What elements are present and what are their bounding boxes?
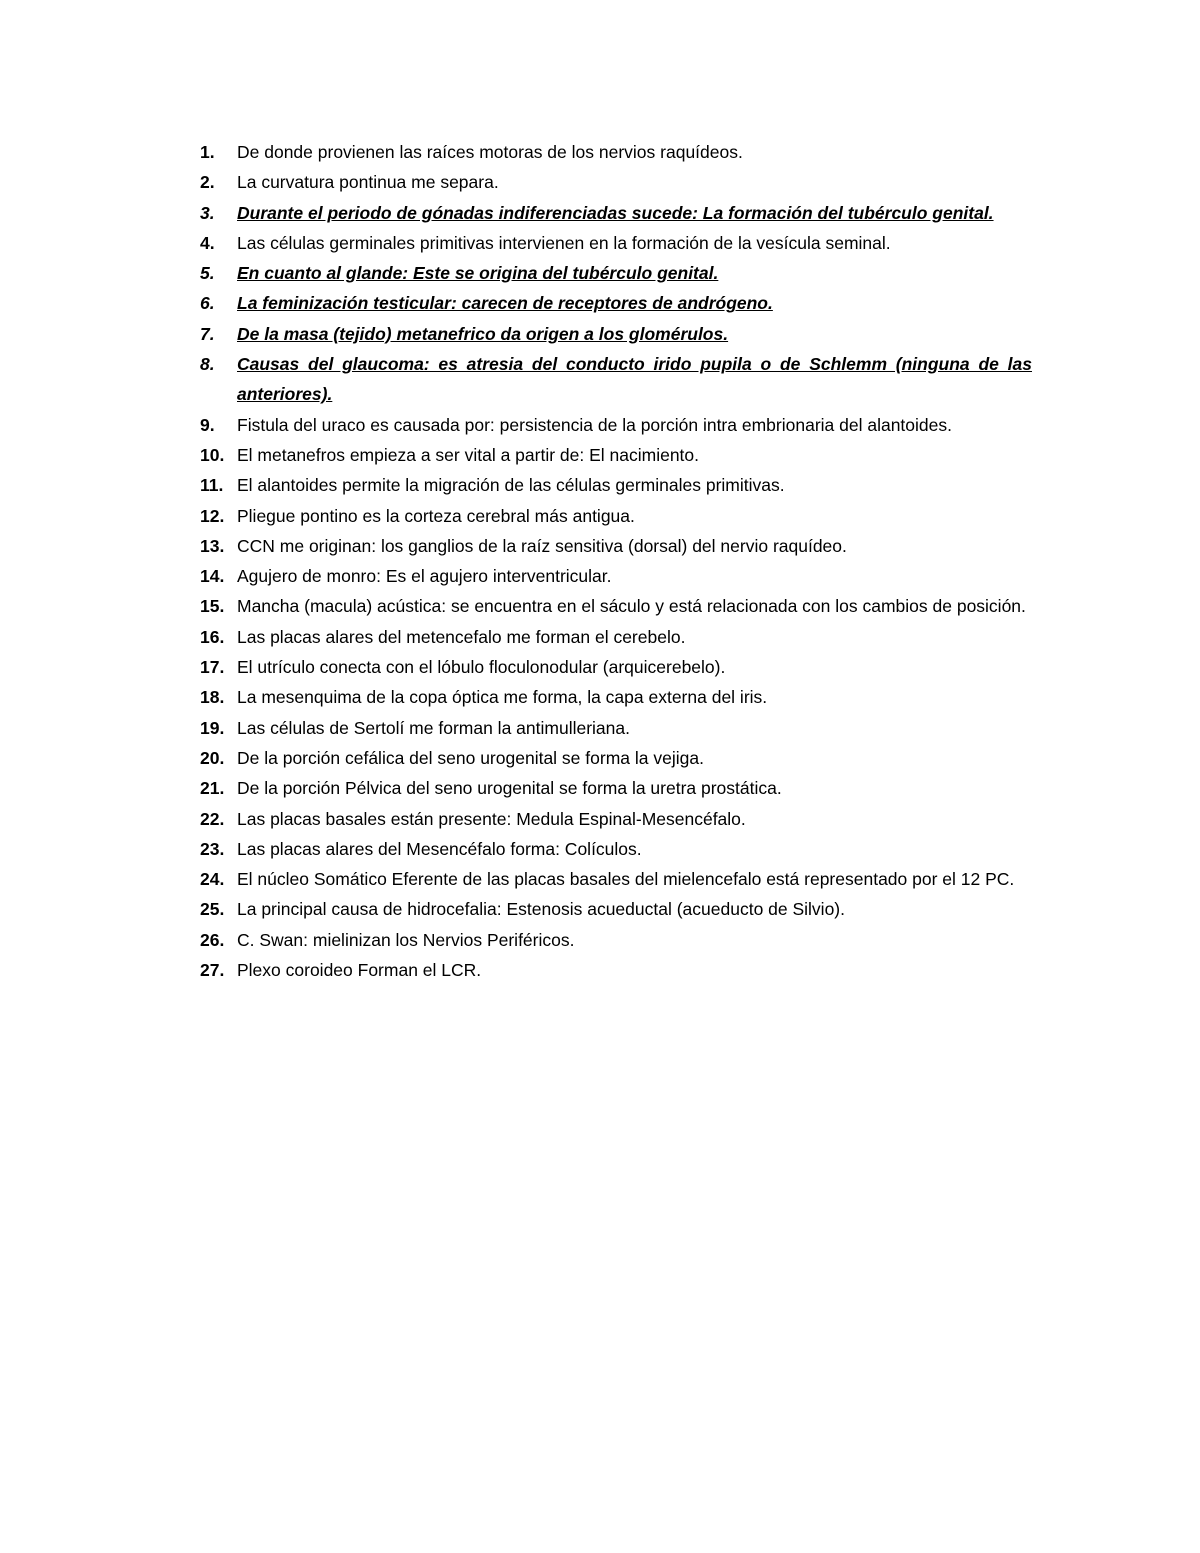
list-item-text: La principal causa de hidrocefalia: Estenosis acueductal (acueducto de Silvio). xyxy=(237,899,845,920)
list-item-number: 8. xyxy=(200,354,215,375)
list-item-number: 26. xyxy=(200,929,225,950)
list-item xyxy=(200,470,1032,500)
list-item-text: Agujero de monro: Es el agujero interventricular. xyxy=(237,566,612,587)
list-item xyxy=(200,591,1032,621)
list-item-text: Las placas alares del Mesencéfalo forma: Colículos. xyxy=(237,838,642,859)
list-item xyxy=(200,561,1032,591)
list-item-text: El alantoides permite la migración de las células germinales primitivas. xyxy=(237,475,785,496)
list-item xyxy=(200,349,1032,410)
list-item xyxy=(200,773,1032,803)
list-item xyxy=(200,228,1032,258)
list-item-number: 5. xyxy=(200,263,215,284)
list-item xyxy=(200,501,1032,531)
list-item-text: La curvatura pontinua me separa. xyxy=(237,172,499,193)
list-item-text: El utrículo conecta con el lóbulo floculonodular (arquicerebelo). xyxy=(237,657,726,678)
list-item-text: La mesenquima de la copa óptica me forma, la capa externa del iris. xyxy=(237,687,768,708)
list-item-text: De la porción Pélvica del seno urogenital se forma la uretra prostática. xyxy=(237,778,782,799)
list-item xyxy=(200,440,1032,470)
list-item-text: Causas del glaucoma: es atresia del conducto irido pupila o de Schlemm (ninguna de las anteriores). xyxy=(237,354,1032,405)
list-item-text: La feminización testicular: carecen de receptores de andrógeno. xyxy=(237,293,773,314)
list-item-text: De la masa (tejido) metanefrico da origen a los glomérulos. xyxy=(237,323,729,344)
list-item xyxy=(200,743,1032,773)
list-item-number: 15. xyxy=(200,596,225,617)
list-item xyxy=(200,410,1032,440)
list-item-number: 19. xyxy=(200,717,225,738)
list-item xyxy=(200,198,1032,228)
list-item xyxy=(200,652,1032,682)
list-item-number: 17. xyxy=(200,657,225,678)
list-item-number: 13. xyxy=(200,535,225,556)
list-item-number: 23. xyxy=(200,838,225,859)
list-item xyxy=(200,258,1032,288)
list-item-text: Mancha (macula) acústica: se encuentra en el sáculo y está relacionada con los cambios de posición. xyxy=(237,596,1026,617)
list-item-number: 16. xyxy=(200,626,225,647)
list-item xyxy=(200,319,1032,349)
list-item-text: Plexo coroideo Forman el LCR. xyxy=(237,960,482,981)
list-item-number: 7. xyxy=(200,323,215,344)
list-item-number: 25. xyxy=(200,899,225,920)
list-item-text: Durante el periodo de gónadas indiferenciadas sucede: La formación del tubérculo genital. xyxy=(237,202,994,223)
list-item-number: 9. xyxy=(200,414,215,435)
list-item-number: 1. xyxy=(200,142,215,162)
list-item-text: Las células de Sertolí me forman la antimulleriana. xyxy=(237,717,630,738)
list-item-number: 27. xyxy=(200,960,225,981)
numbered-list xyxy=(200,137,1032,985)
list-item-number: 10. xyxy=(200,444,225,465)
list-item xyxy=(200,531,1032,561)
list-item-text: C. Swan: mielinizan los Nervios Periféricos. xyxy=(237,929,575,950)
list-item xyxy=(200,834,1032,864)
list-item-text: CCN me originan: los ganglios de la raíz sensitiva (dorsal) del nervio raquídeo. xyxy=(237,535,847,556)
list-item-text: Las células germinales primitivas intervienen en la formación de la vesícula seminal. xyxy=(237,232,891,253)
list-item-number: 18. xyxy=(200,687,225,708)
list-item-number: 2. xyxy=(200,172,215,193)
list-item-number: 21. xyxy=(200,778,225,799)
list-item xyxy=(200,137,1032,167)
list-item xyxy=(200,955,1032,985)
list-item-text: El metanefros empieza a ser vital a partir de: El nacimiento. xyxy=(237,444,700,465)
list-item xyxy=(200,167,1032,197)
list-item-number: 3. xyxy=(200,202,215,223)
list-item-text: Fistula del uraco es causada por: persistencia de la porción intra embrionaria del alantoides. xyxy=(237,414,952,435)
list-item-number: 12. xyxy=(200,505,225,526)
list-item xyxy=(200,925,1032,955)
list-item xyxy=(200,682,1032,712)
list-item xyxy=(200,804,1032,834)
list-item-text: En cuanto al glande: Este se origina del tubérculo genital. xyxy=(237,263,719,284)
list-item-text: De la porción cefálica del seno urogenital se forma la vejiga. xyxy=(237,747,704,768)
list-item xyxy=(200,288,1032,318)
list-item-text: De donde provienen las raíces motoras de los nervios raquídeos. xyxy=(237,142,743,162)
list-item-text: Pliegue pontino es la corteza cerebral más antigua. xyxy=(237,505,635,526)
list-item-number: 14. xyxy=(200,566,225,587)
list-item-text: Las placas basales están presente: Medula Espinal-Mesencéfalo. xyxy=(237,808,746,829)
list-item xyxy=(200,864,1032,894)
list-item xyxy=(200,713,1032,743)
list-item-number: 4. xyxy=(200,232,215,253)
list-item-number: 22. xyxy=(200,808,225,829)
list-item-number: 6. xyxy=(200,293,215,314)
list-item-text: El núcleo Somático Eferente de las placas basales del mielencefalo está representado por el 12 PC. xyxy=(237,869,1015,890)
list-item-text: Las placas alares del metencefalo me forman el cerebelo. xyxy=(237,626,686,647)
list-item-number: 24. xyxy=(200,869,225,890)
list-item-number: 20. xyxy=(200,747,225,768)
list-item xyxy=(200,894,1032,924)
list-item-number: 11. xyxy=(200,475,224,496)
list-item xyxy=(200,622,1032,652)
